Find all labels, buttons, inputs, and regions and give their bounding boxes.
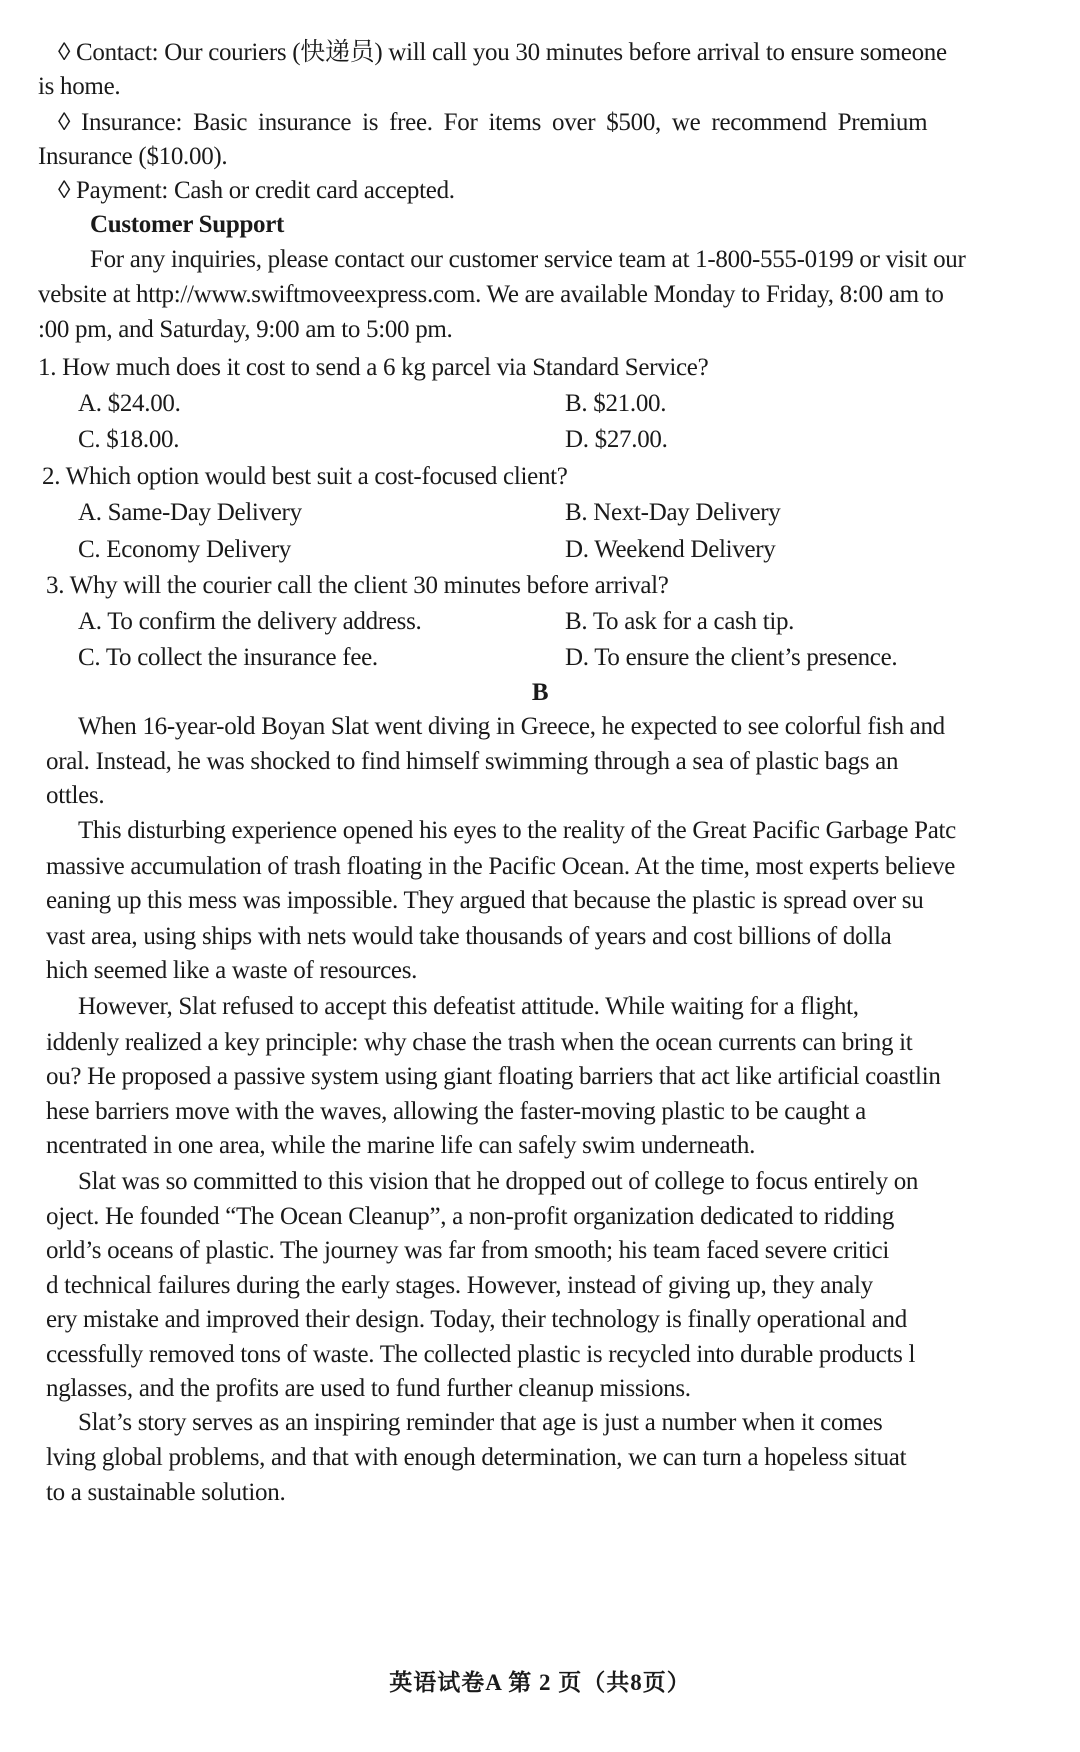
passage-line: orld’s oceans of plastic. The journey was far from smooth; his team faced severe critici	[46, 1237, 889, 1264]
passage-line: oral. Instead, he was shocked to find himself swimming through a sea of plastic bags an	[46, 748, 899, 775]
passage-line: hese barriers move with the waves, allowing the faster-moving plastic to be caught a	[46, 1098, 866, 1125]
customer-support-heading: Customer Support	[90, 211, 285, 238]
section-b-label: B	[531, 679, 549, 706]
passage-line: This disturbing experience opened his eyes to the reality of the Great Pacific Garbage Patc	[78, 817, 956, 844]
contact-note-cont: is home.	[38, 73, 121, 100]
page-footer: 英语试卷A 第 2 页（共8页）	[389, 1670, 691, 1695]
customer-support-line-2: vebsite at http://www.swiftmoveexpress.com. We are available Monday to Friday, 8:00 am to	[38, 281, 944, 308]
passage-line: Slat was so committed to this vision that he dropped out of college to focus entirely on	[78, 1168, 919, 1195]
passage-line: When 16-year-old Boyan Slat went diving in Greece, he expected to see colorful fish and	[78, 713, 945, 740]
passage-line: massive accumulation of trash floating in the Pacific Ocean. At the time, most experts believe	[46, 853, 956, 880]
question-2-option-a: A. Same-Day Delivery	[78, 499, 302, 526]
passage-line: iddenly realized a key principle: why chase the trash when the ocean currents can bring it	[46, 1029, 913, 1056]
passage-line: ou? He proposed a passive system using giant floating barriers that act like artificial coastlin	[46, 1063, 941, 1090]
passage-line: nglasses, and the profits are used to fund further cleanup missions.	[46, 1375, 691, 1402]
question-1-stem: 1. How much does it cost to send a 6 kg parcel via Standard Service?	[38, 354, 709, 381]
passage-line: ery mistake and improved their design. Today, their technology is finally operational and	[46, 1306, 907, 1333]
question-2-option-c: C. Economy Delivery	[78, 536, 292, 563]
question-1-option-d: D. $27.00.	[565, 426, 668, 453]
question-2-stem: 2. Which option would best suit a cost-focused client?	[42, 463, 568, 490]
question-3-option-c: C. To collect the insurance fee.	[78, 644, 378, 671]
insurance-note-cont: Insurance ($10.00).	[38, 143, 228, 170]
passage-line: ottles.	[46, 782, 105, 809]
passage-line: to a sustainable solution.	[46, 1479, 286, 1506]
passage-line: However, Slat refused to accept this defeatist attitude. While waiting for a flight,	[78, 993, 859, 1020]
passage-line: Slat’s story serves as an inspiring reminder that age is just a number when it comes	[78, 1409, 883, 1436]
question-2-option-d: D. Weekend Delivery	[565, 536, 776, 563]
passage-line: oject. He founded “The Ocean Cleanup”, a non-profit organization dedicated to ridding	[46, 1203, 895, 1230]
question-3-stem: 3. Why will the courier call the client 30 minutes before arrival?	[46, 572, 669, 599]
insurance-note: ◊ Insurance: Basic insurance is free. For items over $500, we recommend Premium	[58, 109, 928, 136]
customer-support-line-3: :00 pm, and Saturday, 9:00 am to 5:00 pm.	[38, 316, 453, 343]
passage-line: vast area, using ships with nets would take thousands of years and cost billions of dolla	[46, 923, 892, 950]
passage-line: d technical failures during the early stages. However, instead of giving up, they analy	[46, 1272, 873, 1299]
question-1-option-c: C. $18.00.	[78, 426, 180, 453]
question-1-option-a: A. $24.00.	[78, 390, 181, 417]
question-3-option-b: B. To ask for a cash tip.	[565, 608, 795, 635]
passage-line: ccessfully removed tons of waste. The collected plastic is recycled into durable products l	[46, 1341, 916, 1368]
question-2-option-b: B. Next-Day Delivery	[565, 499, 781, 526]
passage-line: hich seemed like a waste of resources.	[46, 957, 418, 984]
passage-line: lving global problems, and that with enough determination, we can turn a hopeless situat	[46, 1444, 907, 1471]
passage-line: eaning up this mess was impossible. They argued that because the plastic is spread over su	[46, 887, 924, 914]
question-3-option-d: D. To ensure the client’s presence.	[565, 644, 898, 671]
passage-line: ncentrated in one area, while the marine life can safely swim underneath.	[46, 1132, 756, 1159]
payment-note: ◊ Payment: Cash or credit card accepted.	[58, 177, 455, 204]
question-1-option-b: B. $21.00.	[565, 390, 667, 417]
question-3-option-a: A. To confirm the delivery address.	[78, 608, 422, 635]
contact-note: ◊ Contact: Our couriers (快递员) will call you 30 minutes before arrival to ensure someone	[58, 39, 947, 66]
customer-support-line-1: For any inquiries, please contact our customer service team at 1-800-555-0199 or visit our	[90, 246, 966, 273]
